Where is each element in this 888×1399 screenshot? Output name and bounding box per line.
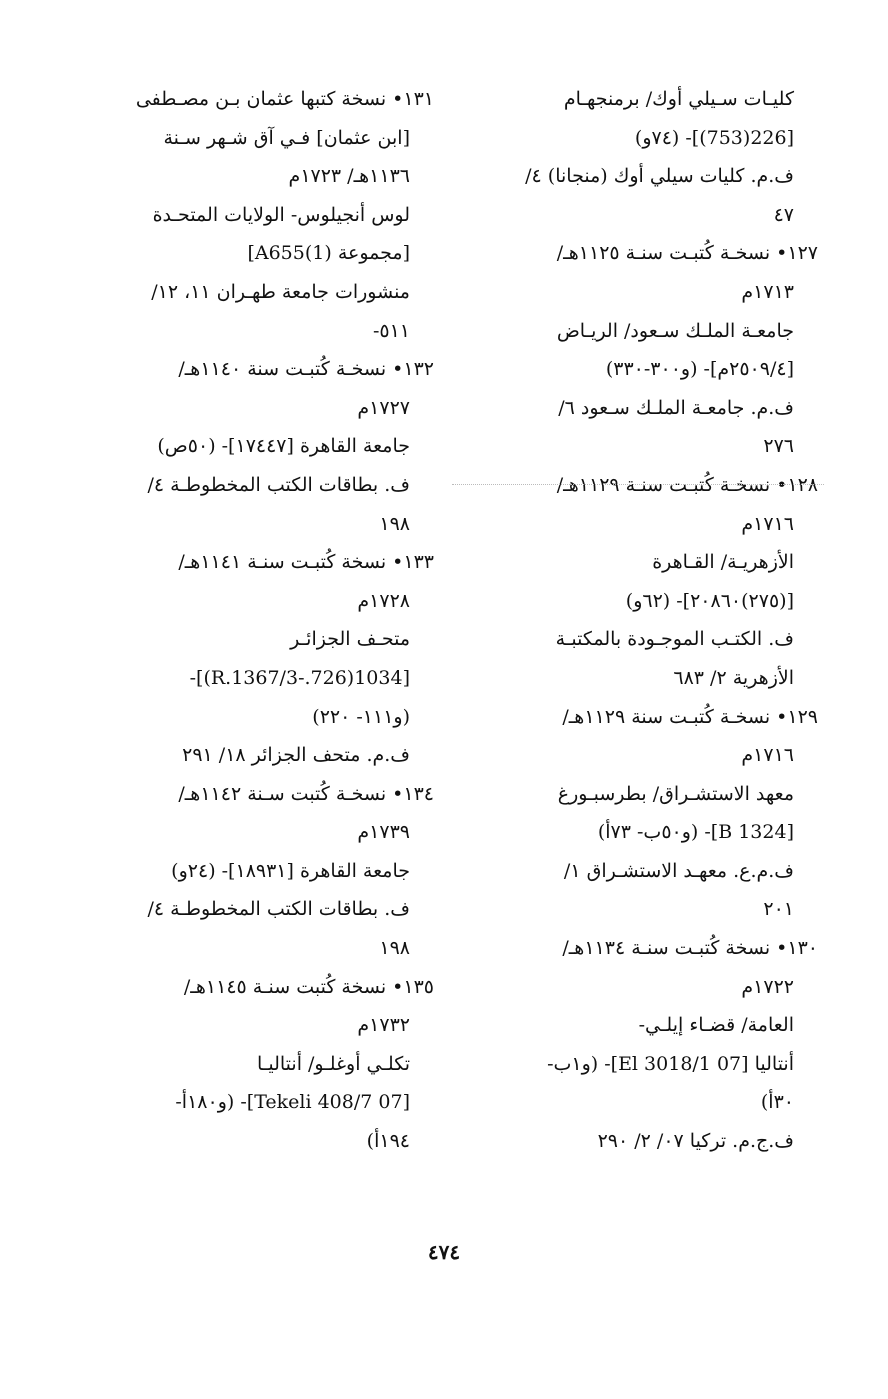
entry-text-line: أنتاليا [07 El 3018/1]- (و١ب- bbox=[547, 1052, 794, 1075]
entry-text-line: جامعة القاهرة [١٨٩٣١]- (٢٤و) bbox=[171, 859, 410, 882]
entry-text-line: ١٧١٦م bbox=[741, 512, 794, 535]
entry-text-line: لوس أنجيلوس- الولايات المتحـدة bbox=[152, 203, 410, 226]
entry-text-line: [٢٥٠٩/٤م]- (و٣٠٠-٣٣٠) bbox=[605, 358, 794, 381]
entry-heading-line: ١٢٩• نسخـة كُتبـت سنة ١١٢٩هـ/ bbox=[562, 705, 818, 728]
entry-text-line: [07 Tekeli 408/7]- (و١٨٠أ- bbox=[175, 1091, 410, 1114]
entry-text-line: ف. الكتـب الموجـودة بالمكتبـة bbox=[555, 628, 794, 651]
entry-text-line: ١١٣٦هـ/ ١٧٢٣م bbox=[288, 165, 410, 188]
entry-text-line: ١٩٨ bbox=[379, 512, 410, 535]
entry-text-line: ١٧٢٨م bbox=[357, 589, 410, 612]
entry-heading-line: ١٣٢• نسخـة كُتبـت سنة ١١٤٠هـ/ bbox=[178, 358, 434, 381]
entry-text-line: ١٧١٦م bbox=[741, 744, 794, 767]
entry-heading-line: ١٢٨• نسخـة كُتبـت سنـة ١١٢٩هـ/ bbox=[556, 473, 818, 496]
entry-separator bbox=[452, 484, 824, 485]
entry-text-line: كليـات سـيلي أوك/ برمنجهـام bbox=[563, 88, 794, 110]
entry-text-line: ١٧١٣م bbox=[741, 280, 794, 303]
entry-text-line: تكلـي أوغلـو/ أنتاليـا bbox=[257, 1052, 410, 1075]
entry-text-line: ١٧٢٢م bbox=[741, 975, 794, 998]
entry-heading-line: ١٣٤• نسخـة كُتبت سـنة ١١٤٢هـ/ bbox=[178, 782, 434, 805]
entry-text-line: ١٧٢٧م bbox=[357, 396, 410, 419]
entry-heading-line: ١٣٠• نسخة كُتبـت سنـة ١١٣٤هـ/ bbox=[562, 937, 818, 960]
entry-text-line: الأزهرية ٢/ ٦٨٣ bbox=[673, 666, 794, 689]
entry-text-line: العامة/ قضـاء إيلـي- bbox=[638, 1014, 794, 1037]
entry-text-line: ١٧٣٩م bbox=[357, 821, 410, 844]
entry-text-line: ف.ج.م. تركيا ٠٧/ ٢/ ٢٩٠ bbox=[597, 1130, 794, 1153]
entry-text-line: جامعـة الملـك سـعود/ الريـاض bbox=[556, 319, 794, 342]
entry-text-line: ف.م. متحف الجزائر ١٨/ ٢٩١ bbox=[182, 744, 410, 767]
left-column bbox=[104, 80, 434, 1161]
entry-text-line: متحـف الجزائـر bbox=[290, 628, 410, 651]
entry-text-line: [ابن عثمان] فـي آق شـهر سـنة bbox=[163, 126, 410, 149]
entry-text-line: ٤٧ bbox=[773, 203, 794, 226]
entry-text-line: ١٩٤أ) bbox=[366, 1130, 410, 1153]
entry-text-line: معهد الاستشـراق/ بطرسبـورغ bbox=[557, 782, 794, 805]
entry-text-line: ف. بطاقات الكتب المخطوطـة ٤/ bbox=[147, 898, 410, 921]
entry-text-line: ١٩٨ bbox=[379, 937, 410, 960]
entry-text-line: [226(753)]- (٧٤و) bbox=[634, 126, 794, 149]
entry-text-line: الأزهريـة/ القـاهرة bbox=[652, 551, 794, 574]
entry-text-line: [B 1324]- (و٥٠ب- ٧٣أ) bbox=[597, 821, 794, 844]
entry-text-line: ف.م. جامعـة الملـك سـعود ٦/ bbox=[558, 396, 794, 419]
entry-heading-line: ١٣١• نسخة كتبها عثمان بـن مصـطفى bbox=[135, 88, 434, 110]
entry-text-line: (و١١١- ٢٢٠) bbox=[312, 705, 410, 728]
entry-heading-line: ١٣٥• نسخة كُتبت سنـة ١١٤٥هـ/ bbox=[183, 975, 434, 998]
page-number: ٤٧٤ bbox=[427, 1240, 461, 1264]
entry-text-line: ٢٠١ bbox=[763, 898, 794, 921]
entry-text-line: ٢٧٦ bbox=[763, 435, 794, 458]
entry-heading-line: ١٣٣• نسخة كُتبـت سنـة ١١٤١هـ/ bbox=[178, 551, 434, 574]
entry-text-line: ف. بطاقات الكتب المخطوطـة ٤/ bbox=[147, 473, 410, 496]
entry-text-line: جامعة القاهرة [١٧٤٤٧]- (٥٠ص) bbox=[157, 435, 410, 458]
entry-heading-line: ١٢٧• نسخـة كُتبـت سنـة ١١٢٥هـ/ bbox=[556, 242, 818, 265]
entry-text-line: ف.م. كليات سيلي أوك (منجانا) ٤/ bbox=[525, 165, 794, 188]
entry-text-line: ١٧٣٢م bbox=[357, 1014, 410, 1037]
entry-text-line: ٣٠أ) bbox=[760, 1091, 794, 1114]
entry-text-line: ٥١١- bbox=[372, 319, 410, 342]
entry-text-line: ف.م.ع. معهـد الاستشـراق ١/ bbox=[563, 859, 794, 882]
entry-text-line: [مجموعة A655(1)] bbox=[247, 242, 410, 265]
entry-text-line: منشورات جامعة طهـران ١١، ١٢/ bbox=[151, 280, 410, 303]
entry-text-line: [1034(726.-R.1367/3)]- bbox=[189, 666, 410, 689]
right-column bbox=[472, 80, 818, 1161]
entry-text-line: [(٢٧٥)٢٠٨٦٠]- (٦٢و) bbox=[625, 589, 794, 612]
